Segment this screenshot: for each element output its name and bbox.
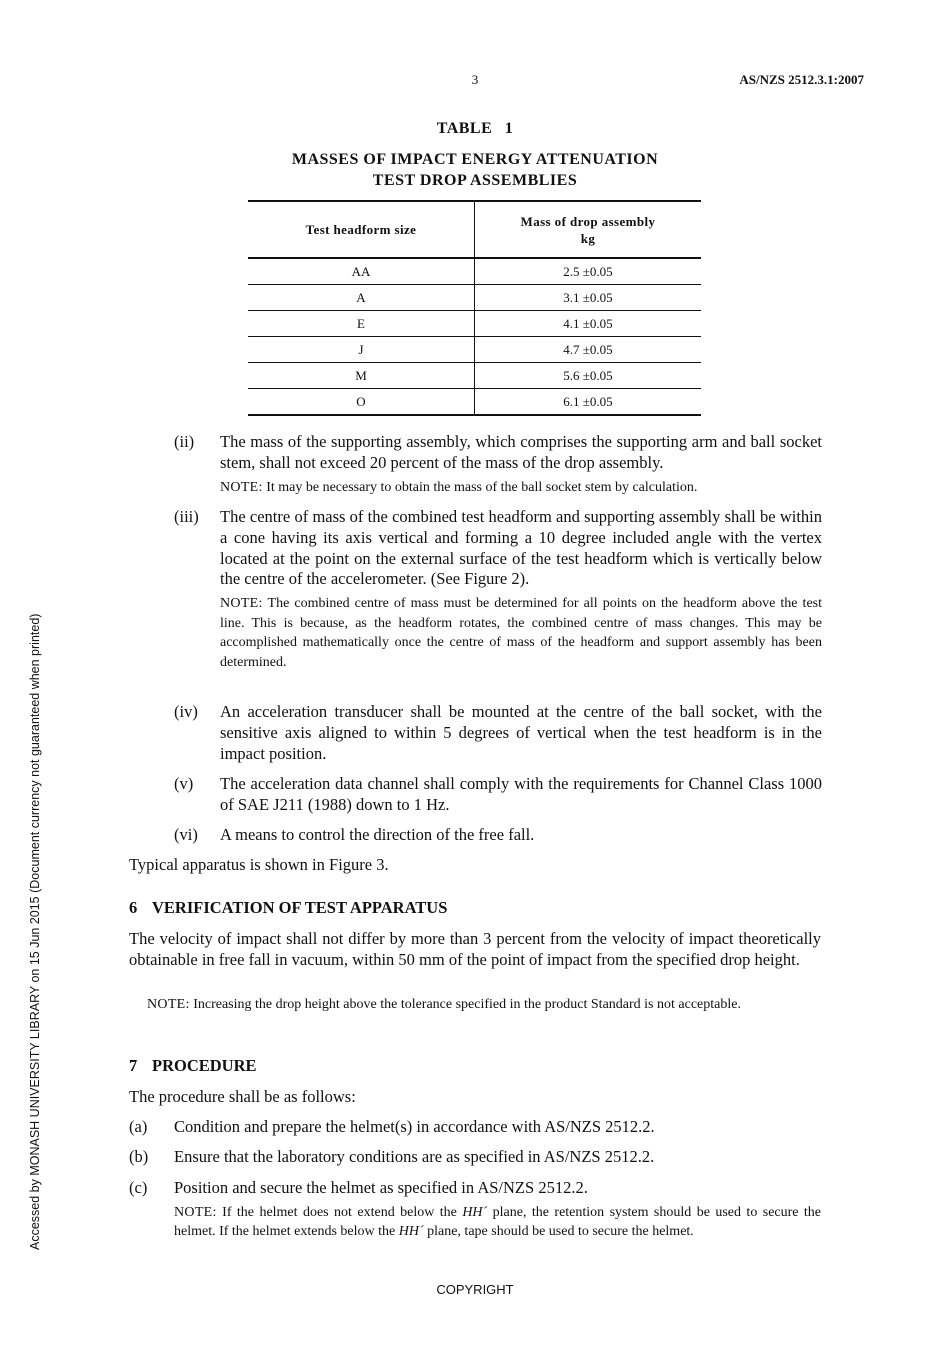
item-text: The mass of the supporting assembly, which comprises the supporting arm and ball socket stem, shall not exceed 20 percent of the mass of the drop assembly.	[220, 432, 822, 472]
step-text: Condition and prepare the helmet(s) in accordance with AS/NZS 2512.2.	[174, 1117, 655, 1136]
note-text: Increasing the drop height above the tolerance specified in the product Standard is not acceptable.	[193, 997, 741, 1012]
procedure-intro: The procedure shall be as follows:	[129, 1087, 356, 1106]
note-text-part2: plane, the retention system should be used to secure the helmet. If the helmet extends below the	[174, 1204, 822, 1240]
masses-table	[248, 200, 701, 416]
mass-cell: 5.6 ±0.05	[475, 363, 702, 389]
table-caption-line2: TEST DROP ASSEMBLIES	[372, 172, 578, 189]
table-row	[248, 363, 701, 389]
item-label: (v)	[174, 774, 194, 793]
item-label: (iii)	[174, 507, 199, 526]
section-title: PROCEDURE	[152, 1056, 257, 1075]
typical-apparatus-text: Typical apparatus is shown in Figure 3.	[129, 855, 389, 874]
mass-cell: 3.1 ±0.05	[475, 285, 702, 311]
section-6-heading	[129, 898, 447, 918]
col-header-mass-unit: kg	[580, 230, 596, 246]
headform-size-cell: A	[248, 285, 475, 311]
list-item-iv	[174, 702, 822, 764]
item-text: The centre of mass of the combined test headform and supporting assembly shall be within a cone having its axis vertical and forming a 10 degree included angle with the vertex located at the point on the external surface of the test headform which is vertically below the centre of the accelerometer. (See Figure 2).	[220, 507, 822, 589]
table-number: TABLE 1	[436, 120, 514, 137]
headform-size-cell: E	[248, 311, 475, 337]
note-label: NOTE:	[220, 596, 263, 612]
section-6-body: The velocity of impact shall not differ by more than 3 percent from the velocity of impact theoretically obtainable in free fall in vacuum, within 50 mm of the point of impact from the specified drop height.	[129, 929, 821, 969]
col-header-mass	[475, 201, 702, 258]
item-note	[220, 478, 822, 498]
procedure-step-b	[129, 1147, 821, 1168]
note-label: NOTE:	[147, 997, 190, 1012]
hh-plane-symbol: HH´	[398, 1224, 424, 1240]
table-caption-line1: MASSES OF IMPACT ENERGY ATTENUATION	[291, 151, 659, 168]
item-text: The acceleration data channel shall comply with the requirements for Channel Class 1000 of SAE J211 (1988) down to 1 Hz.	[220, 774, 822, 814]
item-label: (ii)	[174, 432, 195, 451]
note-label: NOTE:	[220, 479, 263, 495]
headform-size-cell: M	[248, 363, 475, 389]
note-text-part3: plane, tape should be used to secure the helmet.	[427, 1224, 694, 1240]
section-number: 6	[129, 898, 138, 917]
page-number: 3	[471, 72, 479, 87]
item-text: An acceleration transducer shall be mounted at the centre of the ball socket, with the sensitive axis aligned to within 5 degrees of vertical when the test headform is in the impact position.	[220, 702, 822, 763]
note-text: It may be necessary to obtain the mass of the ball socket stem by calculation.	[266, 479, 698, 495]
step-note	[174, 1203, 821, 1242]
section-6-note	[147, 995, 821, 1015]
list-item-iii	[174, 507, 822, 672]
standard-reference: AS/NZS 2512.3.1:2007	[739, 72, 864, 87]
list-item-ii	[174, 432, 822, 497]
copyright-footer: COPYRIGHT	[436, 1282, 514, 1297]
mass-cell: 4.1 ±0.05	[475, 311, 702, 337]
item-note	[220, 594, 822, 672]
section-7-heading	[129, 1056, 257, 1076]
headform-size-cell: AA	[248, 258, 475, 285]
mass-cell: 2.5 ±0.05	[475, 258, 702, 285]
list-item-v	[174, 774, 822, 816]
table-row	[248, 285, 701, 311]
note-text-part1: If the helmet does not extend below the	[222, 1204, 457, 1220]
step-label: (c)	[129, 1178, 148, 1197]
table-header-row	[248, 201, 701, 258]
section-title: VERIFICATION OF TEST APPARATUS	[152, 898, 448, 917]
headform-size-cell: O	[248, 389, 475, 416]
mass-cell: 6.1 ±0.05	[475, 389, 702, 416]
table-row	[248, 258, 701, 285]
item-label: (vi)	[174, 825, 198, 844]
access-watermark: Accessed by MONASH UNIVERSITY LIBRARY on 15 Jun 2015 (Document currency not guaranteed when printed)	[28, 613, 42, 1250]
mass-cell: 4.7 ±0.05	[475, 337, 702, 363]
step-label: (b)	[129, 1147, 149, 1166]
col-header-mass-line1: Mass of drop assembly	[520, 213, 656, 229]
section-number: 7	[129, 1056, 138, 1075]
col-header-headform-size: Test headform size	[248, 201, 475, 258]
list-item-vi	[174, 825, 822, 846]
note-label: NOTE:	[174, 1204, 217, 1220]
table-row	[248, 311, 701, 337]
item-label: (iv)	[174, 702, 198, 721]
table-row	[248, 389, 701, 416]
table-row	[248, 337, 701, 363]
item-text: A means to control the direction of the free fall.	[220, 825, 535, 844]
step-label: (a)	[129, 1117, 148, 1136]
note-text: The combined centre of mass must be determined for all points on the headform above the test line. This is because, as the headform rotates, the combined centre of mass changes. This may be accomplished mathematically once the centre of mass of the headform and support assembly has been determined.	[220, 596, 822, 670]
procedure-step-c	[129, 1178, 821, 1242]
procedure-step-a	[129, 1117, 821, 1138]
hh-plane-symbol: HH´	[462, 1204, 488, 1220]
step-text: Position and secure the helmet as specified in AS/NZS 2512.2.	[174, 1178, 588, 1197]
headform-size-cell: J	[248, 337, 475, 363]
step-text: Ensure that the laboratory conditions are as specified in AS/NZS 2512.2.	[174, 1147, 655, 1166]
